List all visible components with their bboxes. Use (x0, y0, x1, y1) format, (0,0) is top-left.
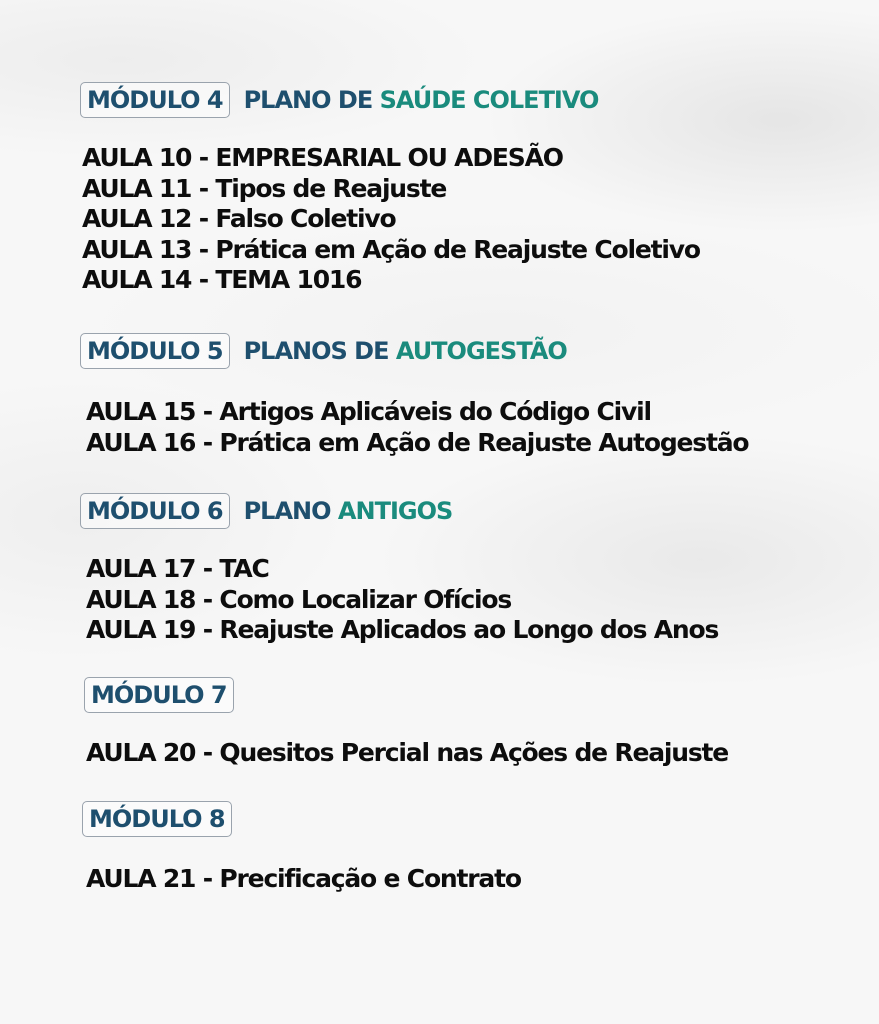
module-title-part2: SAÚDE COLETIVO (379, 86, 599, 114)
module-badge: MÓDULO 5 (80, 333, 230, 369)
module-title-part1: PLANO (243, 497, 338, 525)
lesson-item: AULA 14 - TEMA 1016 (82, 265, 362, 294)
lesson-item: AULA 11 - Tipos de Reajuste (82, 173, 447, 203)
module-badge: MÓDULO 4 (80, 82, 230, 118)
module-title-part1: PLANO DE (243, 86, 380, 114)
lesson-item: AULA 15 - Artigos Aplicáveis do Código Civil (86, 397, 651, 426)
lesson-item: AULA 13 - Prática em Ação de Reajuste Coletivo (82, 234, 700, 264)
module-4-header (80, 82, 598, 118)
lesson-item: AULA 17 - TAC (86, 554, 269, 583)
module-title-part1: PLANOS DE (243, 337, 396, 365)
lesson-item: AULA 20 - Quesitos Percial nas Ações de Reajuste (86, 738, 729, 767)
lesson-item: AULA 21 - Precificação e Contrato (86, 864, 521, 893)
module-title-part2: ANTIGOS (337, 497, 453, 525)
module-5-header (80, 333, 567, 369)
module-badge: MÓDULO 8 (82, 801, 232, 837)
module-title (244, 85, 599, 115)
lesson-item: AULA 12 - Falso Coletivo (82, 204, 396, 233)
module-title-part2: AUTOGESTÃO (395, 337, 567, 365)
module-7-header (84, 677, 234, 713)
module-badge: MÓDULO 7 (84, 677, 234, 713)
module-5-lessons (86, 397, 748, 458)
lesson-item: AULA 16 - Prática em Ação de Reajuste Autogestão (86, 427, 749, 457)
lesson-item: AULA 18 - Como Localizar Ofícios (86, 584, 512, 614)
module-6-lessons (86, 554, 718, 646)
module-badge: MÓDULO 6 (80, 493, 230, 529)
module-4-lessons (82, 143, 700, 296)
module-6-header (80, 493, 452, 529)
module-title (244, 496, 453, 526)
lesson-item: AULA 19 - Reajuste Aplicados ao Longo dos Anos (86, 615, 719, 644)
module-7-lessons (86, 738, 728, 769)
lesson-item: AULA 10 - EMPRESARIAL OU ADESÃO (82, 143, 563, 172)
module-8-header (82, 801, 232, 837)
module-8-lessons (86, 864, 521, 895)
module-title (244, 336, 567, 366)
